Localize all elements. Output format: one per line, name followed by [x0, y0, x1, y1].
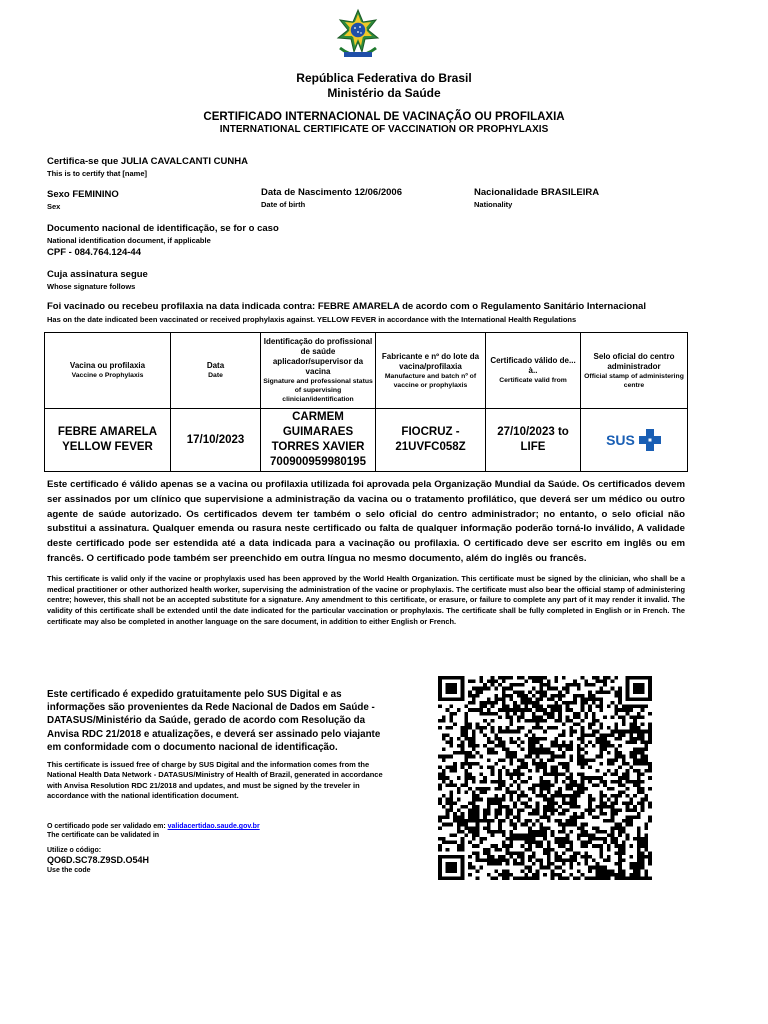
id-doc-en: National identification document, if applicable — [47, 236, 211, 245]
header-stamp: Selo oficial do centro administrador Official stamp of administering centre — [581, 333, 688, 409]
signature-en: Whose signature follows — [47, 282, 136, 291]
cell-professional: CARMEM GUIMARAES TORRES XAVIER 700900959980195 — [261, 409, 376, 472]
vaccinated-en: Has on the date indicated been vaccinated or received prophylaxis against. YELLOW FEVER in accordance with the International Health Regulations — [47, 315, 577, 324]
cell-stamp — [581, 409, 688, 472]
code-label-en: Use the code — [47, 867, 91, 874]
vaccination-table — [44, 332, 688, 472]
cell-vaccine: FEBRE AMARELA YELLOW FEVER — [45, 409, 171, 472]
title-pt: CERTIFICADO INTERNACIONAL DE VACINAÇÃO OU PROFILAXIA — [203, 111, 565, 123]
cell-manufacturer: FIOCRUZ - 21UVFC058Z — [376, 409, 486, 472]
issued-text-en: This certificate is issued free of charge by SUS Digital and the information comes from the National Health Data Network - DATASUS/Ministry of Health of Brazil, generated in accordance with Anvisa Resolution RDC 21/2018 and updates, and must be signed by the treveler in accordance with the national identification document. — [47, 760, 383, 801]
dob-en: Date of birth — [261, 200, 306, 209]
validity-text-en: This certificate is valid only if the vacine or prophylaxis used has been approved by the World Health Organization. This certificate must be signed by the clinician, who shall be a medical practitioner or other authorized health worker, supervising the administration of the vacine or prophylaxis. The certificate must also bear the official stamp of administering centre; however, this shall not be an accepted substitute for a signature. Any amendment to this certificate, or erasure, or failure to complete any part of it may render it invalid. The validity of this certificate shall be extended until the date indicated for the particular vaccination or prophylaxis. The certificate shall be fully completed in English or in French. The certificate may also be completed in another language on the sare document, in addition to either English or French. — [47, 574, 685, 626]
cell-validity: 27/10/2023 to LIFE — [486, 409, 581, 472]
code-label-pt: Utilize o código: — [47, 847, 102, 854]
ministry-name: Ministério da Saúde — [327, 86, 441, 100]
validation-link[interactable]: validacertidao.saude.gov.br — [167, 823, 260, 830]
table-row — [45, 409, 688, 472]
header-vaccine: Vacina ou profilaxia Vaccine o Prophylaxis — [45, 333, 171, 409]
header-validity: Certificado válido de... à.. Certificate valid from — [486, 333, 581, 409]
nationality-en: Nationality — [474, 200, 513, 209]
dob-pt: Data de Nascimento 12/06/2006 — [261, 187, 402, 198]
title-en: INTERNATIONAL CERTIFICATE OF VACCINATION OR PROPHYLAXIS — [219, 124, 549, 135]
validate-pt: O certificado pode ser validado em: — [47, 823, 166, 830]
cell-date: 17/10/2023 — [171, 409, 261, 472]
validate-en: The certificate can be validated in — [47, 832, 160, 839]
id-doc-pt: Documento nacional de identificação, se for o caso — [47, 223, 279, 234]
certify-pt: Certifica-se que JULIA CAVALCANTI CUNHA — [47, 156, 248, 167]
header-professional: Identificação do profissional de saúde aplicador/supervisor da vacina Signature and professional status of supervising clinician/identification — [261, 333, 376, 409]
issued-text-pt: Este certificado é expedido gratuitamente pelo SUS Digital e as informações são provenientes da Rede Nacional de Dados em Saúde - DATASUS/Ministério da Saúde, gerado de acordo com Resolução da Anvisa RDC 21/2018 e atualizações, e deverá ser assinado pelo viajante em conformidade com o documento nacional de identificação. — [47, 689, 381, 753]
signature-pt: Cuja assinatura segue — [47, 269, 148, 280]
id-doc-value: CPF - 084.764.124-44 — [47, 247, 142, 258]
nationality-pt: Nacionalidade BRASILEIRA — [474, 187, 600, 198]
vaccinated-pt: Foi vacinado ou recebeu profilaxia na data indicada contra: FEBRE AMARELA de acordo com o Regulamento Sanitário Internacional — [47, 301, 646, 312]
qr-code — [438, 676, 652, 880]
validity-text-pt: Este certificado é válido apenas se a vacina ou profilaxia utilizada foi aprovada pela Organização Mundial da Saúde. Os certificados devem ser assinados por um clínico que supervisione a administração da vacina ou o tratamento profilático, que deverá ser um médico ou outro agente de saúde autorizado. Os certificados devem ter também o selo oficial do centro administrador; no entanto, o selo oficial não substitui a assinatura. Qualquer emenda ou rasura neste certificado ou falta de qualquer informação poderão torná-lo inválido, A validade deste certificado pode ser estendida até a data indicada para a vacinação ou profilaxia. O certificado deve ser escrito em inglês ou em francês. O certificado pode também ser preenchido em outra língua no mesmo documento, além do inglês ou francês. — [47, 479, 685, 564]
country-name: República Federativa do Brasil — [296, 71, 472, 85]
coat-of-arms-emblem — [334, 8, 382, 62]
sex-en: Sex — [47, 202, 61, 211]
sus-cross-icon — [638, 428, 662, 452]
sex-pt: Sexo FEMININO — [47, 189, 119, 200]
validation-code: QO6D.SC78.Z9SD.O54H — [47, 855, 150, 865]
table-header-row — [45, 333, 688, 409]
sus-logo: SUS — [606, 428, 662, 452]
qr-modules — [438, 676, 652, 880]
header-date: Data Date — [171, 333, 261, 409]
header-manufacturer: Fabricante e nº do lote da vacina/profilaxia Manufacture and batch nº of vaccine or prophylaxis — [376, 333, 486, 409]
validate-line — [47, 822, 260, 831]
certify-en: This is to certify that [name] — [47, 169, 148, 178]
